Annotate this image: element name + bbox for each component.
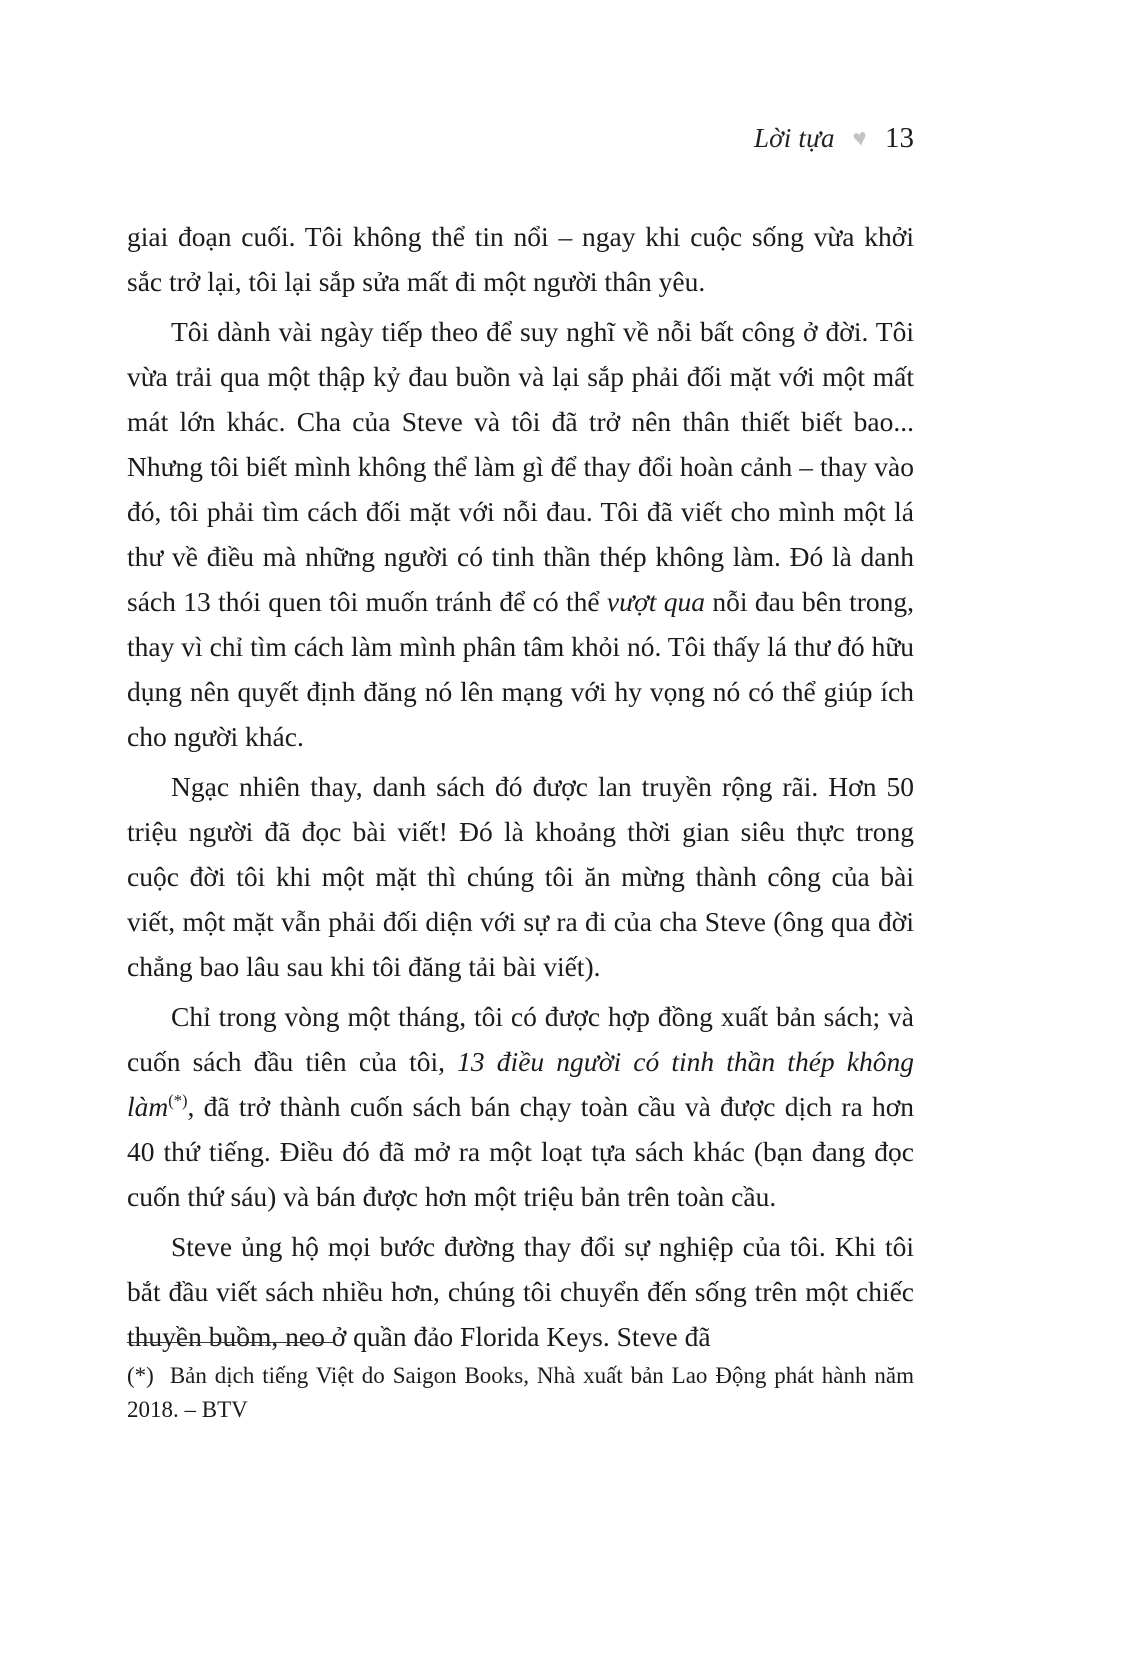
running-header (127, 122, 914, 155)
paragraph: giai đoạn cuối. Tôi không thể tin nổi – ngay khi cuộc sống vừa khởi sắc trở lại, tôi lại sắp sửa mất đi một người thân yêu. (127, 221, 914, 297)
paragraph: Chỉ trong vòng một tháng, tôi có được hợp đồng xuất bản sách; và cuốn sách đầu tiên của tôi, 13 điều người có tinh thần thép không làm(*), đã trở thành cuốn sách bán chạy toàn cầu và được dịch ra hơn 40 thứ tiếng. Điều đó đã mở ra một loạt tựa sách khác (bạn đang đọc cuốn thứ sáu) và bán được hơn một triệu bản trên toàn cầu. (127, 1001, 914, 1212)
page-number: 13 (885, 122, 914, 154)
page-body (127, 214, 914, 1364)
paragraph: Steve ủng hộ mọi bước đường thay đổi sự nghiệp của tôi. Khi tôi bắt đầu viết sách nhiều hơn, chúng tôi chuyển đến sống trên một chiếc thuyền buồm, neo ở quần đảo Florida Keys. Steve đã (127, 1231, 914, 1352)
paragraph: Ngạc nhiên thay, danh sách đó được lan truyền rộng rãi. Hơn 50 triệu người đã đọc bài viết! Đó là khoảng thời gian siêu thực trong cuộc đời tôi khi một mặt thì chúng tôi ăn mừng thành công của bài viết, một mặt vẫn phải đối diện với sự ra đi của cha Steve (ông qua đời chẳng bao lâu sau khi tôi đăng tải bài viết). (127, 771, 914, 982)
footnote-text: Bản dịch tiếng Việt do Saigon Books, Nhà xuất bản Lao Động phát hành năm 2018. – BTV (127, 1363, 914, 1422)
section-title: Lời tựa (753, 123, 835, 153)
heart-icon: ♥ (850, 124, 869, 153)
footnote-rule (127, 1342, 335, 1343)
footnote-body (127, 1359, 914, 1427)
footnote-marker: (*) (127, 1363, 154, 1388)
footnote (127, 1342, 914, 1427)
paragraph: Tôi dành vài ngày tiếp theo để suy nghĩ về nỗi bất công ở đời. Tôi vừa trải qua một thập kỷ đau buồn và lại sắp phải đối mặt với một mất mát lớn khác. Cha của Steve và tôi đã trở nên thân thiết biết bao... Nhưng tôi biết mình không thể làm gì để thay đổi hoàn cảnh – thay vào đó, tôi phải tìm cách đối mặt với nỗi đau. Tôi đã viết cho mình một lá thư về điều mà những người có tinh thần thép không làm. Đó là danh sách 13 thói quen tôi muốn tránh để có thể vượt qua nỗi đau bên trong, thay vì chỉ tìm cách làm mình phân tâm khỏi nó. Tôi thấy lá thư đó hữu dụng nên quyết định đăng nó lên mạng với hy vọng nó có thể giúp ích cho người khác. (127, 316, 914, 752)
